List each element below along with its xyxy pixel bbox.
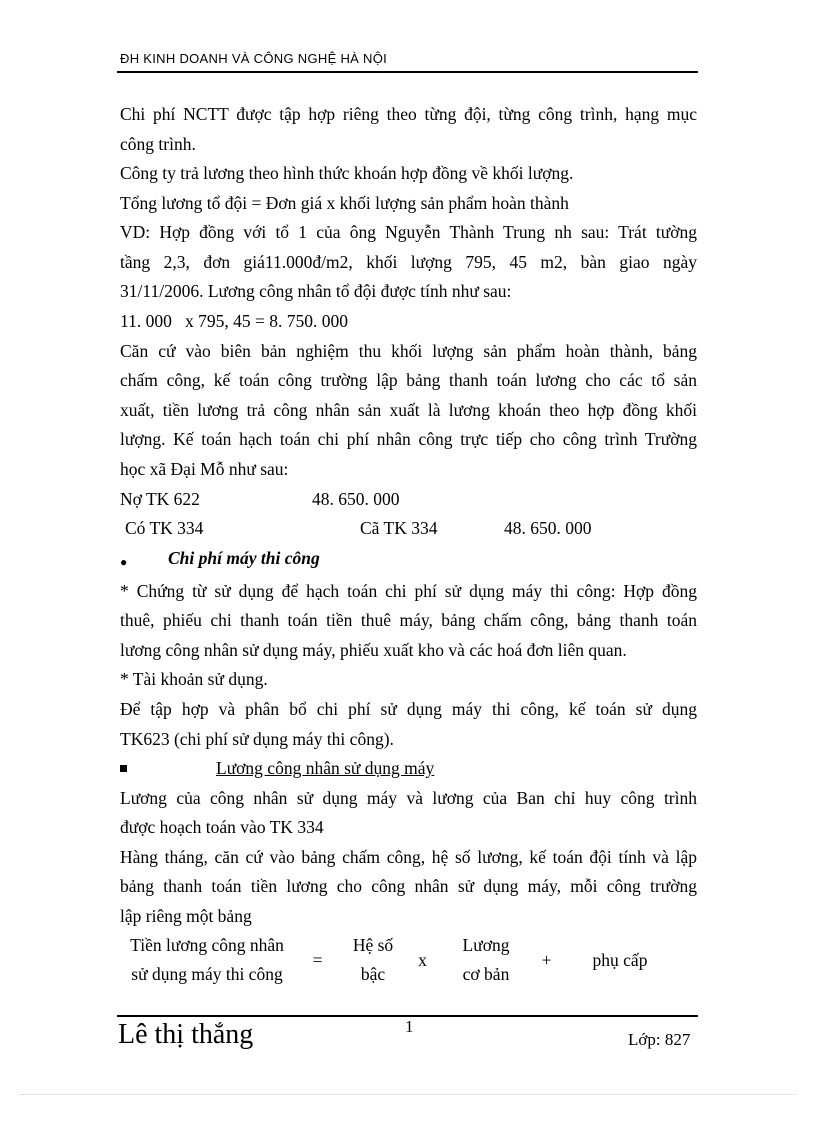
paragraph-line: thuê, phiếu chi thanh toán tiền thuê máy, bảng chấm công, bảng thanh toán	[120, 610, 697, 630]
formula-lhs-line2: sử dụng máy thi công	[131, 964, 283, 984]
bullet-dot-icon: ●	[120, 555, 128, 569]
paragraph-line: * Chứng từ sử dụng để hạch toán chi phí sử dụng máy thi công: Hợp đồng	[120, 581, 697, 601]
paragraph-line: Tổng lương tổ đội = Đơn giá x khối lượng sản phẩm hoàn thành	[120, 193, 569, 213]
paragraph-line: lập riêng một bảng	[120, 906, 252, 926]
formula-base-line2: cơ bản	[462, 964, 510, 984]
credit-account-alt: Cã TK 334	[360, 518, 438, 538]
formula-coef-line1: Hệ số	[352, 935, 394, 955]
paragraph-line: * Tài khoản sử dụng.	[120, 669, 268, 689]
paragraph-line: học xã Đại Mỗ như sau:	[120, 459, 289, 479]
paragraph-line: TK623 (chi phí sử dụng máy thi công).	[120, 729, 394, 749]
paragraph-line: lương công nhân sử dụng máy, phiếu xuất kho và các hoá đơn liên quan.	[120, 640, 627, 660]
paragraph-line: Hàng tháng, căn cứ vào bảng chấm công, hệ số lương, kế toán đội tính và lập	[120, 847, 697, 867]
subsection-title: Lương công nhân sử dụng máy	[216, 758, 435, 778]
calculation-line: 11. 000 x 795, 45 = 8. 750. 000	[120, 311, 348, 331]
page-number: 1	[405, 1017, 414, 1036]
author-name: Lê thị thắng	[118, 1019, 254, 1050]
formula-equals: =	[312, 950, 323, 970]
section-title: Chi phí máy thi công	[168, 548, 320, 568]
square-bullet-icon	[120, 765, 127, 772]
formula-times: x	[418, 950, 427, 970]
header-divider	[117, 71, 698, 73]
formula-lhs-line1: Tiền lương công nhân	[130, 935, 284, 955]
paragraph-line: Để tập hợp và phân bổ chi phí sử dụng máy thi công, kế toán sử dụng	[120, 699, 697, 719]
paragraph-line: được hoạch toán vào TK 334	[120, 817, 324, 837]
formula-base-line1: Lương	[462, 935, 510, 955]
paragraph-line: VD: Hợp đồng với tổ 1 của ông Nguyễn Thành Trung nh sau: Trát tường	[120, 222, 697, 242]
debit-account: Nợ TK 622	[120, 489, 200, 509]
debit-amount: 48. 650. 000	[312, 489, 400, 509]
credit-account: Có TK 334	[125, 518, 204, 538]
page-edge-divider	[20, 1094, 796, 1095]
header-title: ĐH KINH DOANH VÀ CÔNG NGHỆ HÀ NỘI	[120, 51, 388, 66]
formula-allowance: phụ cấp	[592, 950, 648, 970]
paragraph-line: Lương của công nhân sử dụng máy và lương của Ban chỉ huy công trình	[120, 788, 697, 808]
paragraph-line: tầng 2,3, đơn giá11.000đ/m2, khối lượng 795, 45 m2, bàn giao ngày	[120, 252, 697, 272]
paragraph-line: Căn cứ vào biên bản nghiệm thu khối lượng sản phẩm hoàn thành, bảng	[120, 341, 697, 361]
paragraph-line: xuất, tiền lương trả công nhân sản xuất là lương khoán theo hợp đồng khối	[120, 400, 697, 420]
paragraph-line: Chi phí NCTT được tập hợp riêng theo từng đội, từng công trình, hạng mục	[120, 104, 697, 124]
class-label: Lớp: 827	[628, 1030, 691, 1049]
paragraph-line: chấm công, kế toán công trường lập bảng thanh toán lương cho các tổ sản	[120, 370, 697, 390]
paragraph-line: bảng thanh toán tiền lương cho công nhân sử dụng máy, mỗi công trường	[120, 876, 697, 896]
paragraph-line: 31/11/2006. Lương công nhân tổ đội được tính như sau:	[120, 281, 512, 301]
credit-amount: 48. 650. 000	[504, 518, 592, 538]
formula-plus: +	[541, 950, 552, 970]
formula-coef-line2: bậc	[360, 964, 386, 984]
paragraph-line: Công ty trả lương theo hình thức khoán hợp đồng về khối lượng.	[120, 163, 574, 183]
paragraph-line: công trình.	[120, 134, 196, 154]
paragraph-line: lượng. Kế toán hạch toán chi phí nhân công trực tiếp cho công trình Trường	[120, 429, 697, 449]
